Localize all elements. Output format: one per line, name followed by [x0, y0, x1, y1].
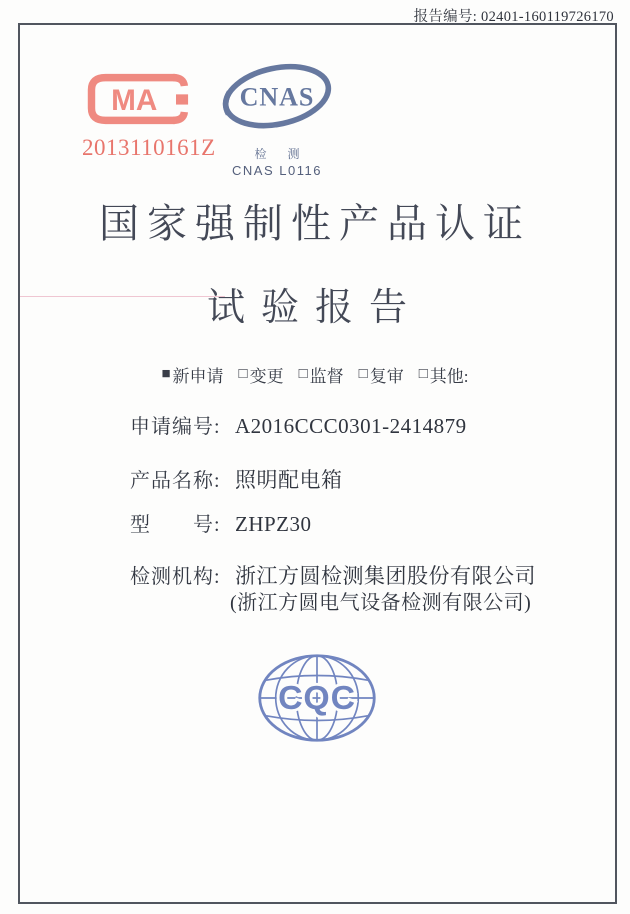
option-new-application	[161, 362, 223, 387]
checkbox-filled-icon: ■	[161, 366, 171, 382]
cnas-accreditation-number: CNAS L0116	[232, 163, 322, 178]
cqc-globe-icon	[256, 650, 378, 746]
field-label: 型 号:	[130, 514, 221, 536]
field-label: 申请编号:	[130, 416, 221, 438]
option-change	[239, 362, 284, 387]
option-label: 监督	[309, 367, 344, 386]
option-supervision	[299, 362, 344, 387]
document-title-line2: 试验报告	[206, 287, 423, 329]
application-type-row	[0, 362, 630, 387]
checkbox-empty-icon: □	[358, 366, 368, 382]
field-label: 检测机构:	[130, 566, 221, 588]
option-label: 复审	[369, 367, 404, 386]
field-value: 照明配电箱	[235, 468, 343, 492]
cnas-letters: CNAS	[239, 82, 315, 112]
cnas-mark-icon	[218, 57, 336, 139]
option-other	[419, 362, 469, 387]
option-label: 新申请	[172, 367, 224, 386]
cma-cert-number: 2013110161Z	[82, 135, 216, 160]
field-label: 产品名称:	[130, 470, 221, 492]
checkbox-empty-icon: □	[238, 366, 248, 382]
document-title-line1: 国家强制性产品认证	[99, 201, 531, 246]
report-number-value: 02401-160119726170	[481, 9, 614, 25]
cqc-letters: CQC	[278, 679, 356, 718]
field-value: 浙江方圆检测集团股份有限公司	[235, 564, 536, 588]
option-label: 变更	[249, 367, 284, 386]
option-label: 其他:	[429, 367, 469, 386]
field-value: ZHPZ30	[235, 512, 312, 536]
field-testing-organization-line2: (浙江方圆电气设备检测有限公司)	[230, 592, 532, 614]
field-product-name	[130, 464, 343, 494]
field-application-number	[130, 410, 467, 439]
cma-mark-icon	[85, 70, 189, 128]
cma-logo	[82, 70, 216, 161]
option-review	[359, 362, 404, 387]
field-model	[130, 508, 312, 537]
checkbox-empty-icon: □	[298, 366, 308, 382]
field-value: A2016CCC0301-2414879	[235, 414, 467, 438]
report-number-label: 报告编号:	[413, 9, 478, 25]
cnas-logo	[216, 57, 338, 178]
cnas-subtitle-cn: 检 测	[254, 147, 309, 161]
cqc-logo	[256, 650, 378, 751]
checkbox-empty-icon: □	[418, 366, 428, 382]
cma-letters: MA	[111, 84, 158, 118]
